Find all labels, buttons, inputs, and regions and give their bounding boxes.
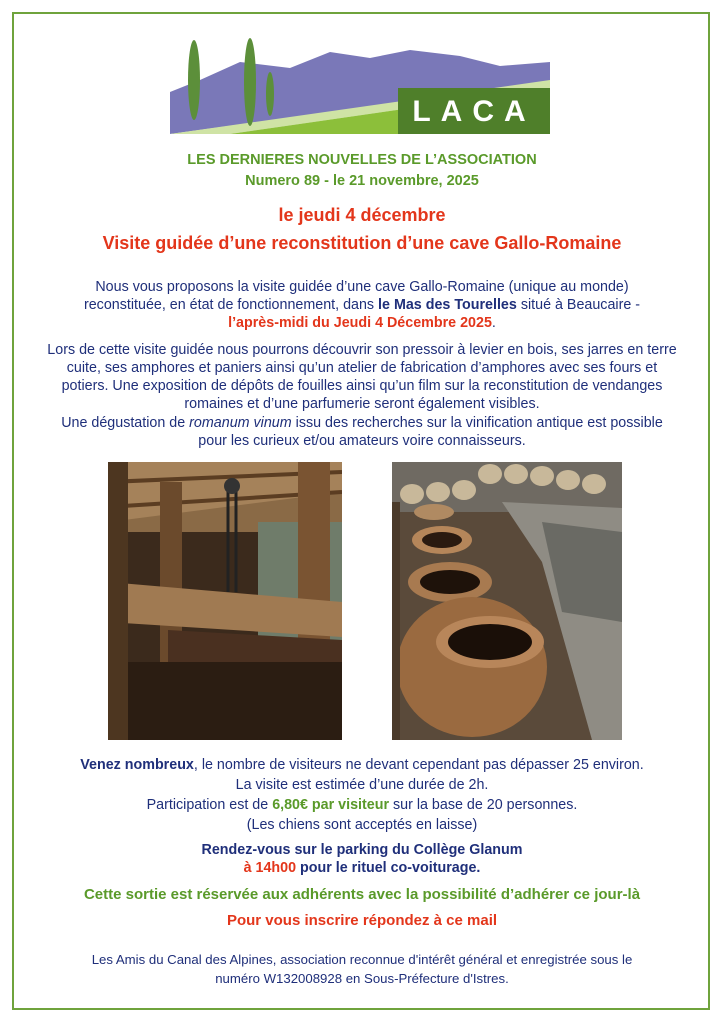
attendance-line: Venez nombreux, le nombre de visiteurs ne devant cependant pas dépasser 25 environ. bbox=[80, 757, 644, 773]
duration-line: La visite est estimée d’une durée de 2h. bbox=[235, 777, 489, 793]
event-datetime: l’après-midi du Jeudi 4 Décembre 2025 bbox=[228, 315, 492, 331]
dogs-line: (Les chiens sont acceptés en laisse) bbox=[246, 817, 478, 833]
tasting-paragraph: Une dégustation de romanum vinum issu des recherches sur la vinification antique est possible pour les curieux et/ou amateurs voire connaisseurs. bbox=[61, 415, 663, 449]
header-line2: Numero 89 - le 21 novembre, 2025 bbox=[245, 173, 479, 189]
dolia-jars-photo bbox=[392, 462, 622, 740]
header-line1: LES DERNIERES NOUVELLES DE L’ASSOCIATION bbox=[187, 152, 537, 168]
laca-logo bbox=[170, 22, 550, 134]
event-title: Visite guidée d’une reconstitution d’une cave Gallo-Romaine bbox=[102, 233, 622, 253]
signup-instruction[interactable]: Pour vous inscrire répondez à ce mail bbox=[226, 912, 498, 929]
logo-text: LACA bbox=[412, 95, 536, 128]
venue-name: le Mas des Tourelles bbox=[378, 297, 517, 313]
meeting-point: Rendez-vous sur le parking du Collège Glanum bbox=[201, 842, 523, 858]
description-paragraph: Lors de cette visite guidée nous pourrons découvrir son pressoir à levier en bois, ses jarres en terre cuite, ses amphores et paniers ainsi qu’un atelier de fabrication d’amphores avec ses fours et potiers. Une exposition de dépôts de fouilles ainsi qu’un film sur la reconstitution de vendanges romaines et d’une parfumerie seront également visibles. bbox=[47, 342, 677, 412]
intro-paragraph: Nous vous proposons la visite guidée d’une cave Gallo-Romaine (unique au monde) reconstituée, en état de fonctionnement, dans le Mas des Tourelles situé à Beaucaire - l’après-midi du Jeudi 4 Décembre 2025. bbox=[83, 279, 641, 331]
wine-press-photo bbox=[108, 462, 342, 740]
venez-nombreux: Venez nombreux bbox=[80, 757, 194, 773]
members-only-note: Cette sortie est réservée aux adhérents avec la possibilité d’adhérer ce jour-là bbox=[83, 886, 641, 903]
meeting-time-line: à 14h00 pour le rituel co-voiturage. bbox=[243, 860, 481, 876]
price-line: Participation est de 6,80€ par visiteur sur la base de 20 personnes. bbox=[146, 797, 578, 813]
meeting-time: à 14h00 bbox=[243, 860, 297, 876]
price-value: 6,80€ par visiteur bbox=[272, 797, 390, 813]
footer-text: Les Amis du Canal des Alpines, association reconnue d'intérêt général et enregistrée sous le numéro W132008928 en Sous-Préfecture d'Istres. bbox=[91, 952, 633, 986]
event-date: le jeudi 4 décembre bbox=[278, 205, 446, 225]
